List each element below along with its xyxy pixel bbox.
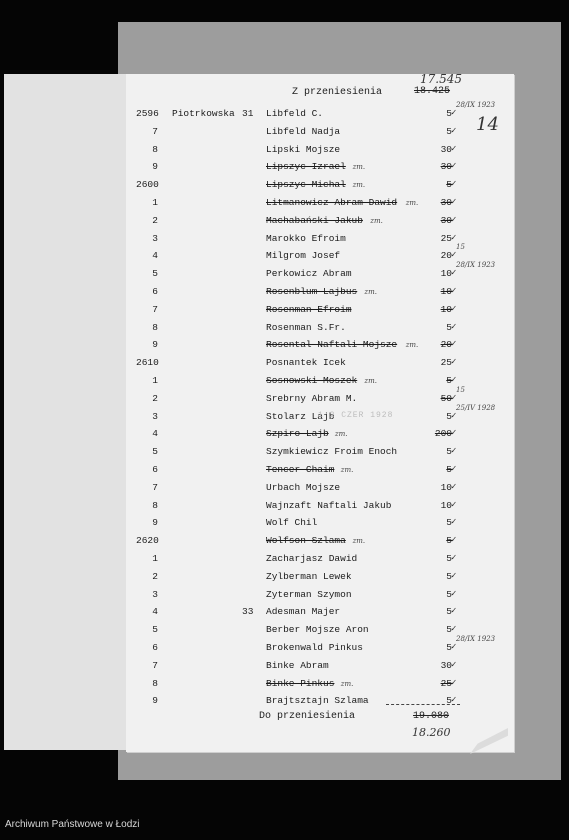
check-mark-icon: ✓: [451, 553, 457, 563]
ledger-row: [0, 141, 569, 159]
entry-number: 4: [152, 606, 158, 618]
entry-number: 7: [152, 659, 158, 671]
amount: 5: [446, 624, 452, 636]
archive-caption: Archiwum Państwowe w Łodzi: [5, 819, 140, 830]
check-mark-icon: ✓: [451, 499, 457, 510]
entry-number: 2610: [136, 357, 159, 369]
check-mark-icon: ✓: [451, 357, 457, 368]
annotation-handwritten: zm.: [340, 466, 354, 474]
amount: 200: [434, 428, 452, 440]
check-mark-icon: ✓: [451, 286, 457, 296]
person-name: Lipszyc Izrael: [266, 161, 346, 173]
entry-number: 7: [152, 125, 158, 137]
check-mark-icon: ✓: [451, 143, 457, 154]
check-mark-icon: ✓: [451, 481, 457, 492]
entry-number: 2: [152, 392, 158, 404]
carry-forward-label: Do przeniesienia: [259, 711, 356, 722]
page-number-handwritten: 14: [476, 114, 499, 135]
amount-annotation-handwritten: 15: [456, 243, 465, 252]
person-name: Zyterman Szymon: [266, 588, 352, 600]
check-mark-icon: ✓: [451, 606, 457, 617]
ledger-row: [0, 176, 569, 194]
ledger-row: [0, 319, 569, 337]
ledger-row: [0, 158, 569, 176]
entry-number: 5: [152, 268, 158, 280]
person-name: Milgrom Josef: [266, 250, 341, 262]
entry-number: 9: [152, 161, 158, 173]
check-mark-icon: ✓: [451, 624, 457, 635]
person-name: Szymkiewicz Froim Enoch: [266, 446, 398, 458]
check-mark-icon: ✓: [451, 659, 457, 670]
person-name: Litmanowicz Abram Dawid: [266, 197, 398, 208]
amount-annotation-handwritten: 28/IX 1923: [456, 635, 496, 643]
amount: 5: [446, 410, 452, 422]
check-mark-icon: ✓: [451, 179, 457, 190]
annotation-handwritten: zm.: [364, 377, 377, 385]
person-name: Libfeld Nadja: [266, 125, 341, 137]
amount: 20: [440, 339, 452, 351]
person-name: Machabański Jakub: [266, 214, 363, 226]
person-name: Zylberman Lewek: [266, 570, 352, 582]
amount: 50: [440, 392, 452, 404]
check-mark-icon: ✓: [451, 125, 457, 136]
entry-number: 8: [152, 499, 158, 511]
entry-number: 3: [152, 232, 158, 244]
amount: 10: [440, 268, 452, 280]
ledger-row: [0, 675, 569, 693]
check-mark-icon: ✓: [451, 642, 457, 652]
amount: 5: [446, 642, 452, 653]
person-name: Wajnzaft Naftali Jakub: [266, 499, 392, 511]
annotation-handwritten: zm.: [405, 341, 419, 350]
entry-number: 6: [152, 286, 158, 297]
carried-over-label: Z przeniesienia: [292, 87, 383, 98]
person-name: Urbach Mojsze: [266, 481, 341, 493]
ledger-row: [0, 354, 569, 372]
ledger-row: [0, 283, 569, 301]
person-name: Wolfson Szlama: [266, 535, 346, 547]
check-mark-icon: ✓: [451, 214, 457, 225]
check-mark-icon: ✓: [451, 303, 457, 314]
amount-annotation-handwritten: 25/IV 1928: [456, 403, 496, 412]
annotation-handwritten: zm.: [352, 537, 366, 546]
check-mark-icon: ✓: [451, 464, 457, 474]
amount: 5: [446, 464, 452, 475]
ledger-row: [0, 586, 569, 604]
amount: 5: [446, 606, 452, 618]
ledger-row: [0, 212, 569, 230]
amount: 30: [440, 197, 452, 208]
check-mark-icon: ✓: [451, 108, 457, 118]
check-mark-icon: ✓: [451, 375, 457, 385]
check-mark-icon: ✓: [451, 428, 457, 439]
amount: 5: [446, 570, 452, 582]
person-name: Binke Pinkus: [266, 677, 335, 689]
ledger-row: [0, 692, 569, 710]
ledger-row: [0, 101, 569, 123]
amount: 30: [440, 143, 452, 155]
person-name: Perkowicz Abram: [266, 268, 352, 280]
amount: 5: [446, 535, 452, 547]
check-mark-icon: ✓: [451, 410, 457, 421]
entry-number: 2620: [136, 535, 159, 547]
person-name: Rosenman Efroim: [266, 303, 352, 315]
ledger-row: [0, 261, 569, 283]
entry-number: 6: [152, 642, 158, 653]
person-name: Posnantek Icek: [266, 357, 346, 369]
entry-number: 6: [152, 464, 158, 475]
amount: 5: [446, 517, 452, 529]
entry-number: 1: [152, 197, 158, 208]
entry-number: 9: [152, 339, 158, 351]
amount: 5: [446, 321, 452, 333]
person-name: Brajtsztajn Szlama: [266, 695, 369, 707]
check-mark-icon: ✓: [451, 677, 457, 688]
person-name: Binke Abram: [266, 659, 329, 671]
house-number: 33: [242, 606, 254, 618]
annotation-handwritten: zm.: [352, 163, 366, 172]
person-name: Lipszyc Michal: [266, 179, 346, 191]
annotation-handwritten: zm.: [405, 199, 419, 207]
date-stamp: 1 2 CZER 1928: [318, 411, 394, 420]
person-name: Tencer Chaim: [266, 464, 335, 475]
check-mark-icon: ✓: [451, 321, 457, 332]
person-name: Rosental Naftali Mojsze: [266, 339, 398, 351]
entry-number: 2596: [136, 108, 159, 119]
entry-number: 8: [152, 143, 158, 155]
ledger-row: [0, 657, 569, 675]
amount: 10: [440, 499, 452, 511]
check-mark-icon: ✓: [451, 535, 457, 546]
check-mark-icon: ✓: [451, 161, 457, 172]
person-name: Zacharjasz Dawid: [266, 553, 358, 564]
ledger-row: [0, 497, 569, 515]
ledger-row: [0, 443, 569, 461]
amount: 30: [440, 161, 452, 173]
entry-number: 5: [152, 624, 158, 636]
check-mark-icon: ✓: [451, 392, 457, 403]
check-mark-icon: ✓: [451, 570, 457, 581]
entry-number: 2: [152, 214, 158, 226]
person-name: Lipski Mojsze: [266, 143, 341, 155]
amount: 5: [446, 553, 452, 564]
annotation-handwritten: zm.: [340, 679, 354, 688]
entry-number: 7: [152, 481, 158, 493]
amount: 10: [440, 286, 452, 297]
ledger-row: [0, 550, 569, 568]
check-mark-icon: ✓: [451, 695, 457, 706]
carry-forward-total-handwritten: 18.260: [412, 726, 451, 739]
amount: 5: [446, 446, 452, 458]
amount: 20: [440, 250, 452, 262]
person-name: Marokko Efroim: [266, 232, 346, 244]
entry-number: 2: [152, 570, 158, 582]
check-mark-icon: ✓: [451, 517, 457, 528]
ledger-row: [0, 425, 569, 443]
entry-number: 4: [152, 428, 158, 440]
entry-number: 3: [152, 588, 158, 600]
amount: 5: [446, 108, 452, 119]
person-name: Sosnowski Moszek: [266, 375, 358, 386]
person-name: Stolarz Lajb: [266, 410, 335, 422]
ledger-row: [0, 336, 569, 354]
entry-number: 1: [152, 553, 158, 564]
check-mark-icon: ✓: [451, 339, 457, 350]
annotation-handwritten: zm.: [352, 181, 366, 190]
amount: 5: [446, 375, 452, 386]
person-name: Wolf Chil: [266, 517, 318, 529]
check-mark-icon: ✓: [451, 232, 457, 243]
carry-forward-total-typed: 19.080: [413, 711, 450, 722]
amount: 25: [440, 357, 452, 369]
entry-number: 2600: [136, 179, 159, 191]
check-mark-icon: ✓: [451, 588, 457, 599]
amount: 5: [446, 125, 452, 137]
amount: 5: [446, 179, 452, 191]
person-name: Adesman Majer: [266, 606, 341, 618]
person-name: Rosenblum Lajbus: [266, 286, 358, 297]
ledger-row: [0, 479, 569, 497]
person-name: Berber Mojsze Aron: [266, 624, 369, 636]
annotation-handwritten: zm.: [334, 430, 348, 439]
carried-over-total-typed: 18.425: [414, 86, 451, 97]
total-rule: [386, 704, 460, 705]
entry-number: 8: [152, 677, 158, 689]
ledger-row: [0, 635, 569, 657]
entry-number: 4: [152, 250, 158, 262]
check-mark-icon: ✓: [451, 197, 457, 207]
entry-number: 9: [152, 695, 158, 707]
amount: 5: [446, 695, 452, 707]
ledger-row: [0, 532, 569, 550]
annotation-handwritten: zm.: [370, 216, 383, 225]
street-name: Piotrkowska: [172, 108, 235, 119]
amount: 10: [440, 303, 452, 315]
carried-over-total-handwritten: 17.545: [420, 72, 462, 86]
house-number: 31: [242, 108, 254, 119]
amount: 5: [446, 588, 452, 600]
ledger-row: [0, 603, 569, 621]
entry-number: 5: [152, 446, 158, 458]
annotation-handwritten: zm.: [364, 288, 377, 296]
ledger-row: [0, 403, 569, 426]
amount-annotation-handwritten: 28/IX 1923: [456, 261, 496, 270]
person-name: Szpiro Lajb: [266, 428, 329, 440]
amount: 10: [440, 481, 452, 493]
entry-number: 8: [152, 321, 158, 333]
entry-number: 1: [152, 375, 158, 386]
ledger-row: [0, 514, 569, 532]
ledger-row: [0, 372, 569, 390]
check-mark-icon: ✓: [451, 250, 457, 261]
ledger-row: [0, 461, 569, 479]
amount: 25: [440, 232, 452, 244]
person-name: Brokenwald Pinkus: [266, 642, 363, 653]
ledger-row: [0, 568, 569, 586]
amount: 25: [440, 677, 452, 689]
ledger-row: [0, 301, 569, 319]
ledger-row: [0, 123, 569, 141]
check-mark-icon: ✓: [451, 268, 457, 279]
person-name: Rosenman S.Fr.: [266, 321, 346, 333]
entry-number: 3: [152, 410, 158, 422]
check-mark-icon: ✓: [451, 446, 457, 457]
ledger-row: [0, 230, 569, 248]
ledger-row: [0, 194, 569, 212]
person-name: Libfeld C.: [266, 108, 324, 119]
entry-number: 9: [152, 517, 158, 529]
amount-annotation-handwritten: 15: [456, 385, 465, 394]
amount: 30: [440, 214, 452, 226]
person-name: Srebrny Abram M.: [266, 392, 358, 404]
amount-annotation-handwritten: 28/IX 1923: [456, 101, 496, 109]
entry-number: 7: [152, 303, 158, 315]
amount: 30: [440, 659, 452, 671]
